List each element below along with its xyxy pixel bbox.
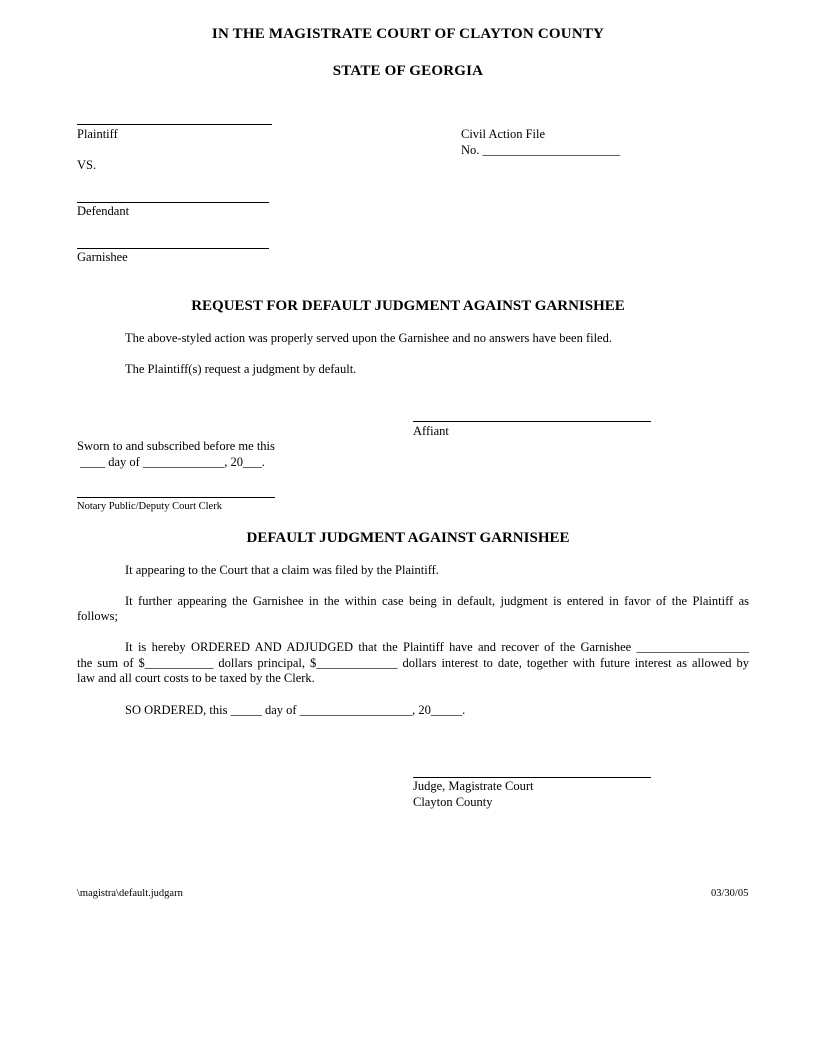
judge-signature-line [413, 777, 651, 778]
judgment-paragraph-2-line-1: It further appearing the Garnishee in the within case being in default, judgment is entered in favor of the Plaintiff as [125, 594, 749, 608]
defendant-label: Defendant [77, 204, 130, 218]
judgment-paragraph-1: It appearing to the Court that a claim was filed by the Plaintiff. [125, 563, 439, 577]
garnishee-label: Garnishee [77, 250, 128, 264]
sworn-text: Sworn to and subscribed before me this [77, 439, 275, 453]
request-heading: REQUEST FOR DEFAULT JUDGMENT AGAINST GARNISHEE [191, 298, 625, 314]
request-paragraph-2: The Plaintiff(s) request a judgment by default. [125, 362, 357, 376]
civil-action-label: Civil Action File [461, 127, 546, 141]
judgment-paragraph-3-line-1: It is hereby ORDERED AND ADJUDGED that the Plaintiff have and recover of the Garnishee __________________ [125, 640, 749, 654]
plaintiff-label: Plaintiff [77, 127, 118, 141]
judgment-paragraph-3-line-3: law and all court costs to be taxed by the Clerk. [77, 671, 315, 685]
court-title: IN THE MAGISTRATE COURT OF CLAYTON COUNTY [211, 26, 605, 42]
judgment-paragraph-3-line-2: the sum of $___________ dollars principal, $_____________ dollars interest to date, together with future interest as allowed by [77, 656, 749, 670]
notary-signature-line [77, 497, 275, 498]
plaintiff-line [77, 124, 272, 125]
sworn-date-line: ____ day of _____________, 20___. [77, 455, 265, 469]
request-paragraph-1: The above-styled action was properly served upon the Garnishee and no answers have been filed. [125, 331, 612, 345]
judgment-paragraph-2-line-2: follows; [77, 609, 118, 623]
affiant-label: Affiant [413, 424, 449, 438]
state-title: STATE OF GEORGIA [332, 63, 484, 79]
garnishee-line [77, 248, 269, 249]
case-number-field: No. ______________________ [461, 143, 621, 157]
judgment-heading: DEFAULT JUDGMENT AGAINST GARNISHEE [246, 530, 570, 546]
footer-file-path: \magistra\default.judgarn [77, 888, 183, 899]
judge-title: Judge, Magistrate Court [413, 779, 534, 793]
affiant-signature-line [413, 421, 651, 422]
judge-county: Clayton County [413, 795, 493, 809]
defendant-line [77, 202, 269, 203]
footer-date: 03/30/05 [711, 888, 749, 899]
versus-label: VS. [77, 158, 97, 172]
so-ordered-line: SO ORDERED, this _____ day of __________________, 20_____. [125, 703, 466, 717]
notary-label: Notary Public/Deputy Court Clerk [77, 501, 222, 512]
